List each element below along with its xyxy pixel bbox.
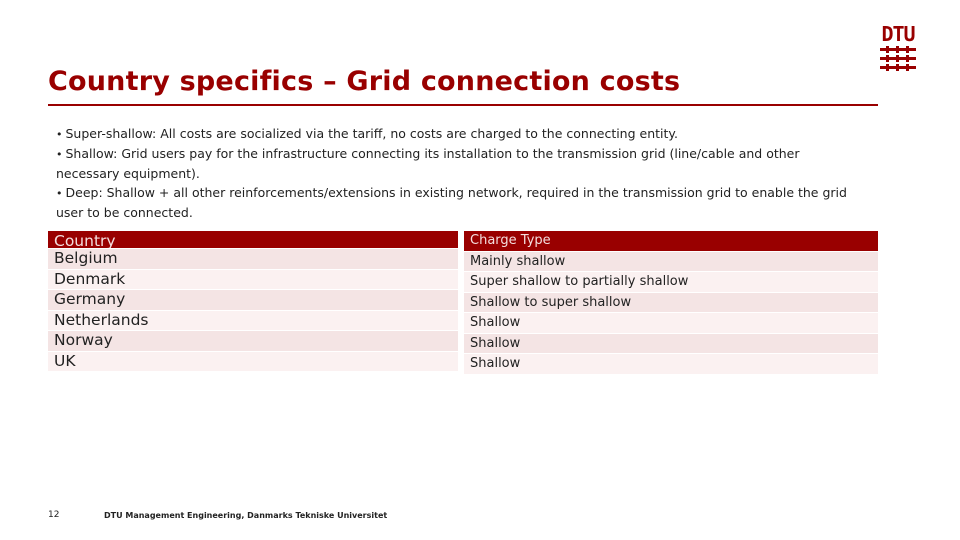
bullet-dot: • <box>56 187 63 200</box>
country-cell: UK <box>48 352 458 372</box>
definitions-list <box>56 124 856 222</box>
country-cell: Netherlands <box>48 311 458 331</box>
charge-type-cell: Shallow <box>464 334 878 354</box>
dtu-logo-icon <box>878 18 918 80</box>
dtu-logo-text: DTU <box>881 22 915 46</box>
charge-type-column <box>464 231 878 375</box>
bullet-deep <box>56 183 856 222</box>
page-number: 12 <box>48 510 60 520</box>
bullet-dot: • <box>56 148 63 161</box>
bullet-dot: • <box>56 128 63 141</box>
bullet-super-shallow <box>56 124 856 144</box>
slide-title: Country specifics – Grid connection costs <box>48 66 681 97</box>
country-cell: Denmark <box>48 270 458 290</box>
charge-type-header: Charge Type <box>464 231 878 251</box>
bullet-text: Shallow: Grid users pay for the infrastructure connecting its installation to the transmission grid (line/cable and other necessary equipment). <box>56 146 800 181</box>
country-cell: Norway <box>48 331 458 351</box>
charge-type-cell: Shallow <box>464 354 878 374</box>
footer-institution: DTU Management Engineering, Danmarks Tekniske Universitet <box>104 511 388 520</box>
title-divider <box>48 104 878 106</box>
country-cell: Germany <box>48 290 458 310</box>
country-header: Country <box>48 231 458 248</box>
bullet-text: Super-shallow: All costs are socialized via the tariff, no costs are charged to the connecting entity. <box>65 126 678 141</box>
country-cell: Belgium <box>48 249 458 269</box>
country-column <box>48 231 458 372</box>
charge-type-cell: Shallow <box>464 313 878 333</box>
charge-type-cell: Super shallow to partially shallow <box>464 272 878 292</box>
charge-type-cell: Shallow to super shallow <box>464 293 878 313</box>
bullet-shallow <box>56 144 856 183</box>
bullet-text: Deep: Shallow + all other reinforcements/extensions in existing network, required in the transmission grid to enable the grid user to be connected. <box>56 185 847 220</box>
charge-type-cell: Mainly shallow <box>464 252 878 272</box>
